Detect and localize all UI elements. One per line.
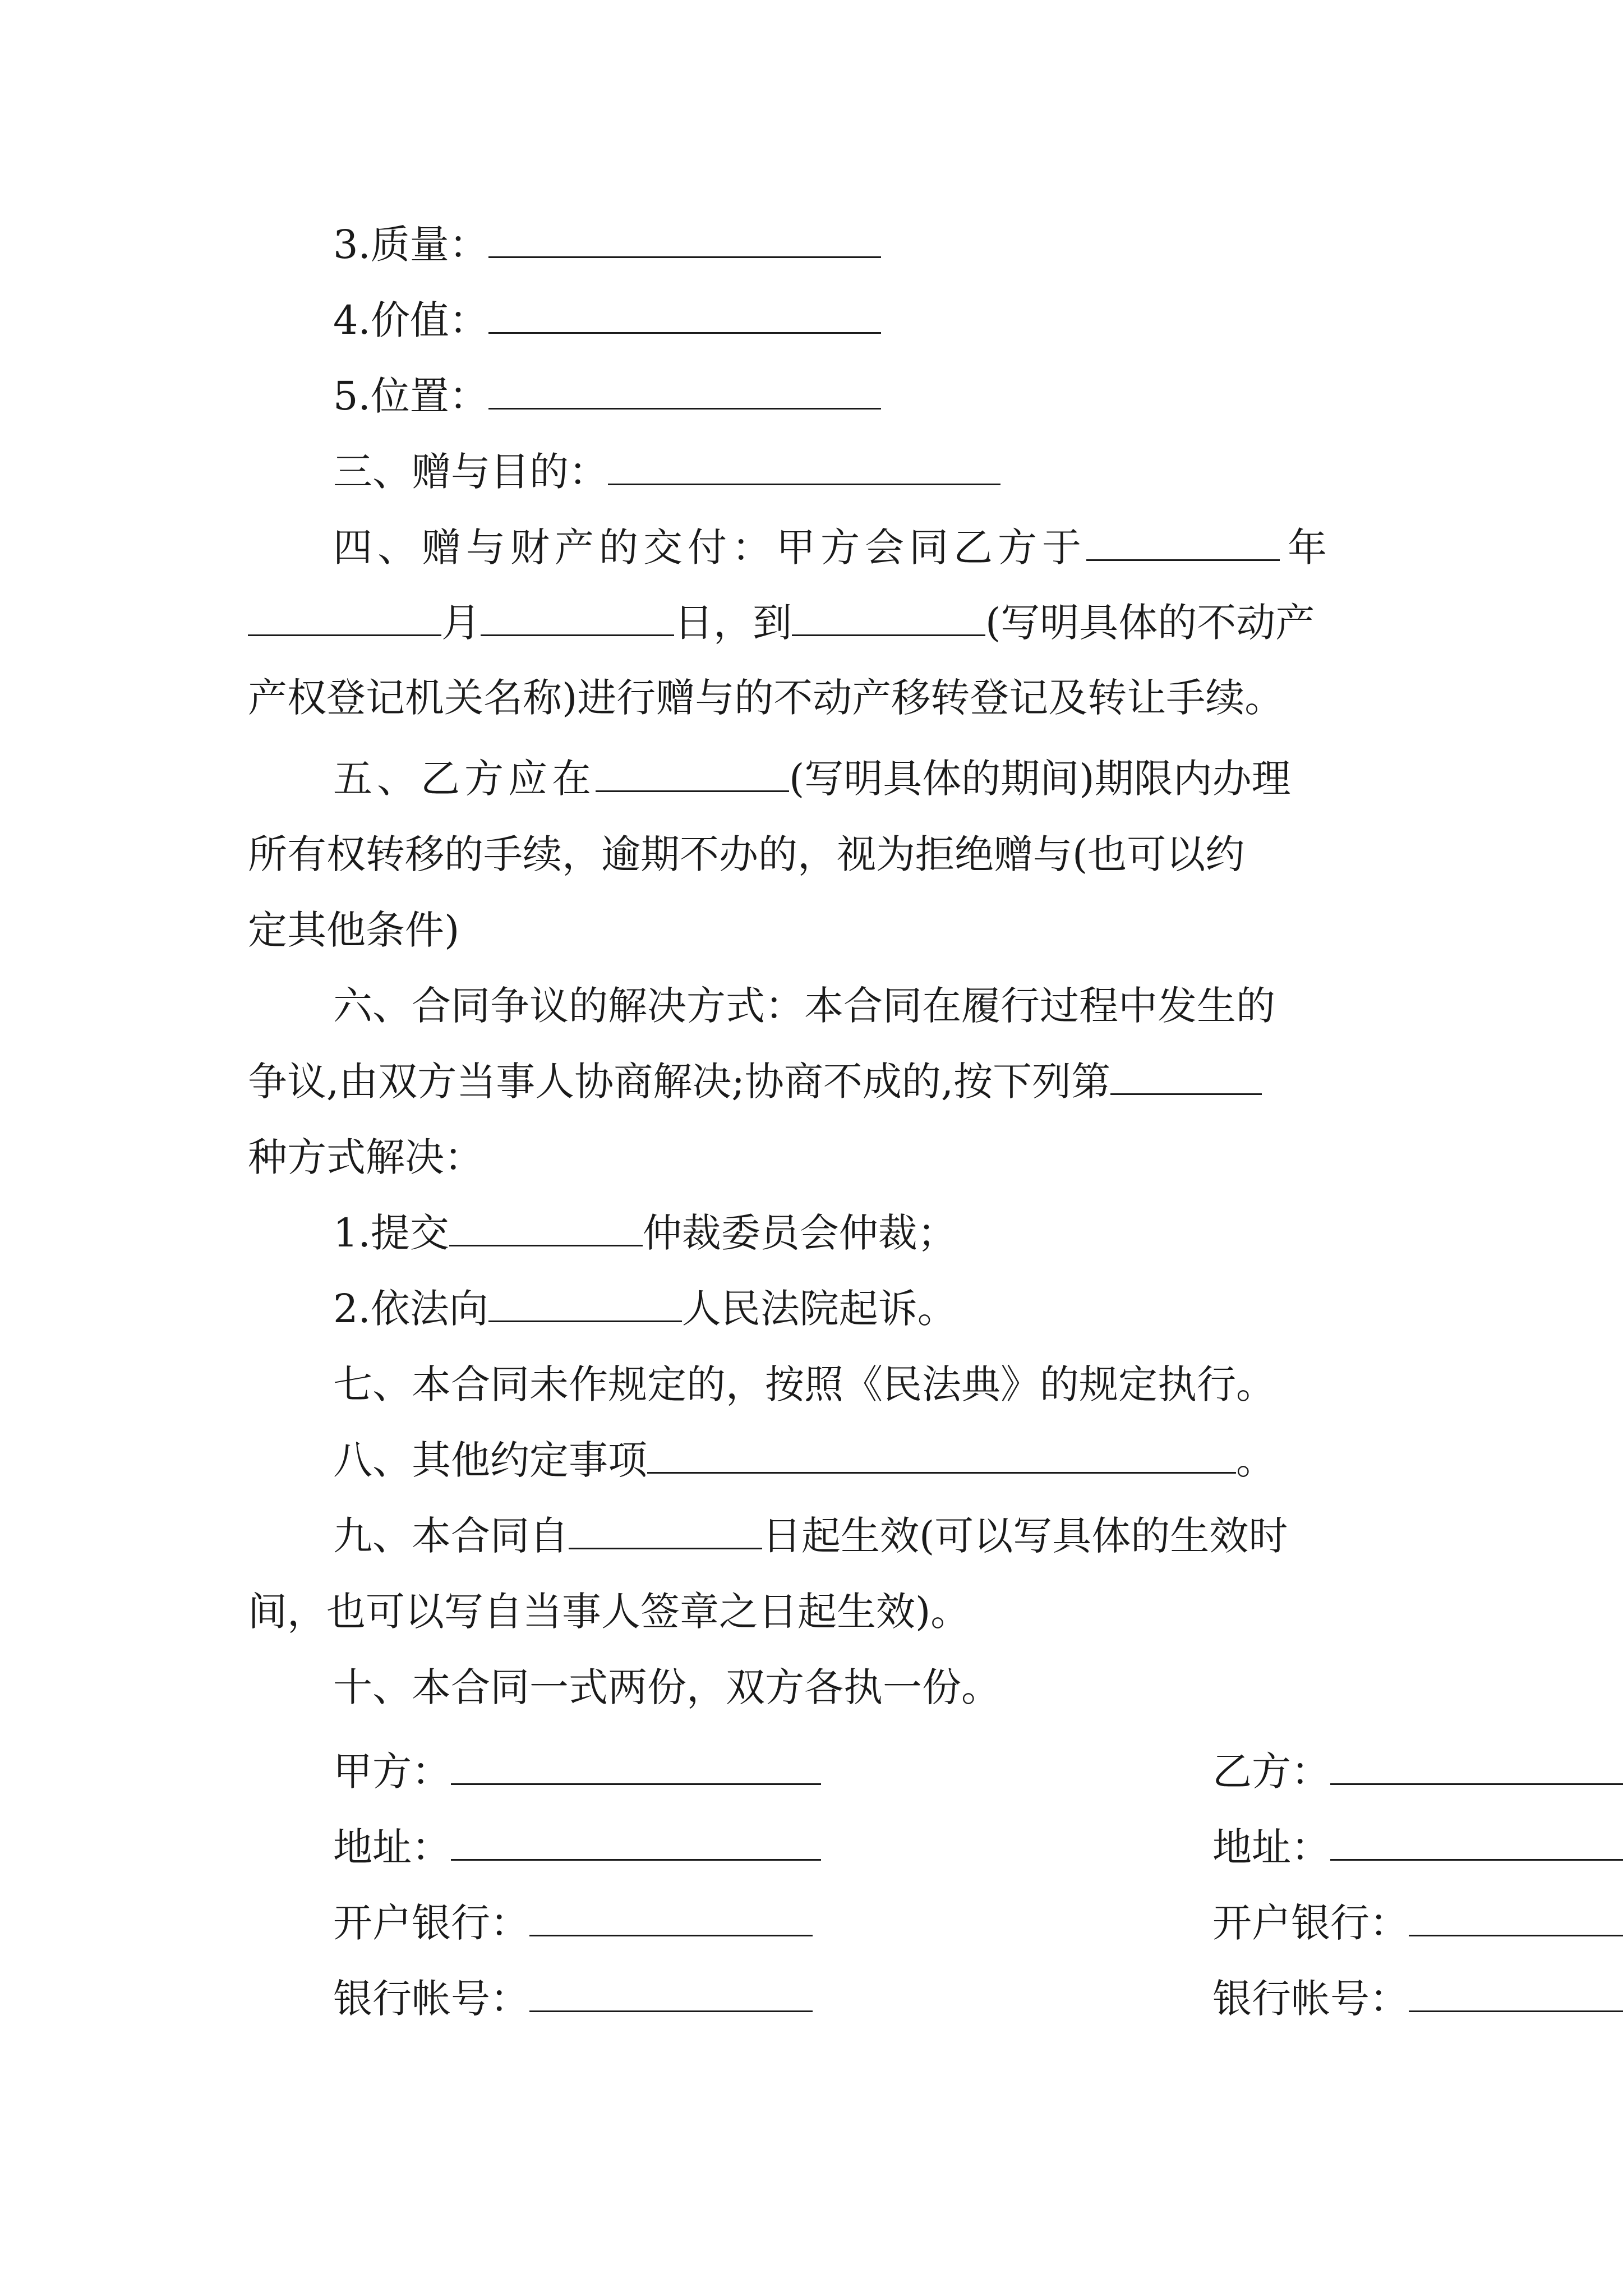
clause-period-line1 xyxy=(333,752,1392,806)
arbitration-blank[interactable] xyxy=(449,1211,643,1246)
quality-blank[interactable] xyxy=(488,223,881,258)
party-b-group xyxy=(1212,1745,1623,1798)
account-b-blank[interactable] xyxy=(1409,1977,1623,2012)
party-b-blank[interactable] xyxy=(1330,1750,1623,1785)
item-quality-label: 3.质量： xyxy=(333,222,488,268)
location-blank[interactable] xyxy=(488,374,881,409)
clause-dispute-line3 xyxy=(248,1130,1392,1184)
account-a-blank[interactable] xyxy=(529,1977,813,2012)
signature-bank-row xyxy=(333,1896,1409,1950)
delivery-day-blank[interactable] xyxy=(481,601,674,636)
clause-dispute-line2 xyxy=(248,1055,1392,1108)
signature-account-row xyxy=(333,1972,1409,2026)
bank-b-blank[interactable] xyxy=(1409,1901,1623,1936)
unspecified-text: 七、本合同未作规定的，按照《民法典》的规定执行。 xyxy=(333,1361,1275,1407)
value-blank[interactable] xyxy=(488,298,881,334)
copies-text: 十、本合同一式两份，双方各执一份。 xyxy=(333,1664,1000,1710)
signature-address-row xyxy=(333,1820,1392,1874)
clause-unspecified xyxy=(333,1358,1392,1411)
other-period: 。 xyxy=(1236,1437,1275,1483)
bank-a-label: 开户银行： xyxy=(333,1900,529,1946)
delivery-text-1: 四、赠与财产的交付：甲方会同乙方于 xyxy=(333,524,1086,570)
clause-purpose-label: 三、赠与目的： xyxy=(333,449,608,495)
bank-a-blank[interactable] xyxy=(529,1901,813,1936)
clause-other xyxy=(333,1433,1392,1487)
period-note: (写明具体的期间)期限内办理 xyxy=(789,756,1291,802)
clause-delivery-line1 xyxy=(333,521,1392,574)
delivery-month-label: 月 xyxy=(441,600,481,646)
effective-blank[interactable] xyxy=(569,1514,762,1549)
court-label-a: 2.依法向 xyxy=(333,1286,488,1332)
dispute-method-blank[interactable] xyxy=(1110,1060,1262,1095)
address-a-label: 地址： xyxy=(333,1824,451,1870)
period-blank[interactable] xyxy=(596,757,789,792)
delivery-authority-blank[interactable] xyxy=(792,601,985,636)
item-value xyxy=(333,293,1392,347)
address-b-blank[interactable] xyxy=(1330,1825,1623,1861)
address-a-blank[interactable] xyxy=(451,1825,821,1861)
arbitration-label-b: 仲裁委员会仲裁； xyxy=(642,1210,957,1256)
item-location-label: 5.位置： xyxy=(333,373,488,419)
purpose-blank[interactable] xyxy=(608,450,1000,485)
period-text-3: 定其他条件) xyxy=(248,907,460,953)
party-a-blank[interactable] xyxy=(451,1750,821,1785)
court-label-b: 人民法院起诉。 xyxy=(681,1286,957,1332)
clause-effective-line1 xyxy=(333,1509,1392,1563)
effective-label: 九、本合同自 xyxy=(333,1513,569,1559)
clause-effective-line2 xyxy=(248,1585,1392,1639)
dispute-text-1: 六、合同争议的解决方式：本合同在履行过程中发生的 xyxy=(333,983,1275,1029)
bank-b-label: 开户银行： xyxy=(1212,1900,1409,1946)
item-location xyxy=(333,369,1392,423)
arbitration-label-a: 1.提交 xyxy=(333,1210,449,1256)
dispute-text-3: 种方式解决： xyxy=(248,1134,483,1180)
clause-period-line2 xyxy=(248,827,1392,881)
delivery-note: (写明具体的不动产 xyxy=(985,600,1315,646)
other-blank[interactable] xyxy=(647,1438,1236,1474)
clause-period-line3 xyxy=(248,903,1392,957)
dispute-text-2: 争议,由双方当事人协商解决;协商不成的,按下列第 xyxy=(248,1059,1111,1105)
clause-copies xyxy=(333,1660,1392,1714)
account-a-label: 银行帐号： xyxy=(333,1976,529,2022)
delivery-year-blank[interactable] xyxy=(1086,526,1280,561)
address-b-label: 地址： xyxy=(1212,1824,1330,1870)
clause-dispute-line1 xyxy=(333,979,1392,1033)
delivery-month-blank[interactable] xyxy=(248,601,441,636)
clause-purpose xyxy=(333,445,1392,499)
dispute-option-arbitration xyxy=(333,1206,1392,1260)
party-a-label: 甲方： xyxy=(333,1749,451,1795)
effective-note: 日起生效(可以写具体的生效时 xyxy=(762,1513,1288,1559)
clause-delivery-line2 xyxy=(248,596,1392,650)
party-b-label: 乙方： xyxy=(1212,1749,1330,1795)
item-value-label: 4.价值： xyxy=(333,297,488,343)
effective-text-2: 间，也可以写自当事人签章之日起生效)。 xyxy=(248,1589,970,1635)
dispute-option-court xyxy=(333,1282,1392,1336)
account-b-label: 银行帐号： xyxy=(1212,1976,1409,2022)
clause-delivery-line3 xyxy=(248,671,1392,725)
signature-party-row xyxy=(333,1745,1392,1798)
bank-b-group xyxy=(1212,1896,1623,1950)
delivery-day-label: 日，到 xyxy=(674,600,792,646)
item-quality xyxy=(333,218,1392,272)
other-label: 八、其他约定事项 xyxy=(333,1437,647,1483)
period-text-1: 五、乙方应在 xyxy=(333,756,596,802)
account-b-group xyxy=(1212,1972,1623,2026)
period-text-2: 所有权转移的手续，逾期不办的，视为拒绝赠与(也可以约 xyxy=(248,831,1245,877)
delivery-text-3: 产权登记机关名称)进行赠与的不动产移转登记及转让手续。 xyxy=(248,675,1284,721)
court-blank[interactable] xyxy=(488,1287,682,1322)
address-b-group xyxy=(1212,1820,1623,1874)
delivery-year-label: 年 xyxy=(1288,524,1327,570)
